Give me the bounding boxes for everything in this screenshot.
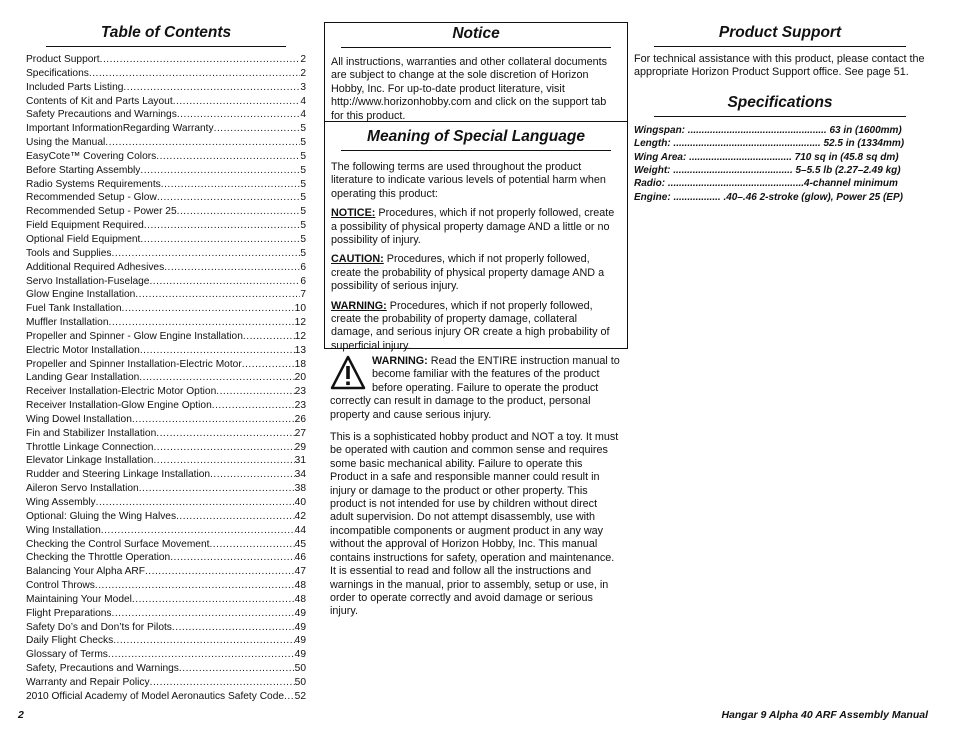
notice-title: Notice	[341, 23, 611, 48]
toc-entry-page: 29	[294, 441, 306, 453]
toc-entry-title: Additional Required Adhesives	[26, 261, 165, 273]
toc-entry	[26, 607, 306, 621]
toc-entry	[26, 676, 306, 690]
toc-entry-title: Fin and Stabilizer Installation	[26, 427, 157, 439]
toc-entry-title: Included Parts Listing	[26, 81, 124, 93]
toc-entry	[26, 233, 306, 247]
spec-row: Radio: .................................................4-channel minimum	[634, 178, 898, 190]
toc-entry-title: Before Starting Assembly	[26, 164, 141, 176]
toc-entry-title: Specifications	[26, 67, 89, 79]
toc-entry	[26, 579, 306, 593]
toc-entry	[26, 261, 306, 275]
toc-entry-title: Important InformationRegarding Warranty	[26, 123, 214, 135]
toc-leader	[157, 191, 301, 205]
toc-entry-title: Recommended Setup - Power 25	[26, 206, 177, 218]
toc-entry-page: 48	[294, 580, 306, 592]
toc-entry-page: 2	[300, 54, 306, 65]
notice-box	[324, 22, 628, 122]
toc-entry-page: 5	[300, 192, 306, 204]
toc-leader	[108, 648, 295, 662]
toc-leader	[140, 233, 300, 247]
spec-row: Engine: ................. .40–.46 2-stroke (glow), Power 25 (EP)	[634, 191, 903, 203]
toc-entry	[26, 205, 306, 219]
toc-entry	[26, 524, 306, 538]
toc-entry	[26, 454, 306, 468]
toc-entry-page: 26	[294, 413, 306, 425]
toc-entry-page: 42	[294, 510, 306, 522]
toc-leader	[89, 67, 300, 81]
toc-entry-title: Aileron Servo Installation	[26, 483, 139, 495]
toc-leader	[139, 482, 295, 496]
toc-entry-title: Daily Flight Checks	[26, 635, 114, 647]
toc-entry-page: 49	[294, 635, 306, 647]
warning-block	[324, 355, 628, 619]
toc-leader	[101, 524, 295, 538]
toc-entry-title: Wing Assembly	[26, 497, 96, 508]
toc-entry	[26, 302, 306, 316]
warning-triangle-icon	[330, 355, 366, 391]
toc-entry-page: 45	[294, 538, 306, 550]
page-number: 2	[18, 709, 24, 721]
toc-entry-page: 7	[300, 289, 306, 301]
toc-leader	[112, 607, 295, 621]
toc-entry-title: Glow Engine Installation	[26, 289, 136, 301]
toc-entry-page: 6	[300, 275, 306, 287]
toc-entry-title: Optional Field Equipment	[26, 233, 141, 245]
safety-paragraph: This is a sophisticated hobby product and NOT a toy. It must be operated with caution and common sense and requires some basic mechanical ability. Failure to operate this Product in a safe and responsible manner could result in injury or damage to the product or other property. This product is not intended for use by children without direct adult supervision. Do not attempt disassembly, use with incompatible components or augment product in any way without the approval of Horizon Hobby, Inc. This manual contains instructions for safety, operation and maintenance. It is essential to read and follow all the instructions and warnings in the manual, prior to assembly, setup or use, in order to operate correctly and avoid damage or serious injury.	[330, 431, 619, 618]
toc-entry-page: 23	[294, 386, 306, 398]
toc-leader	[210, 468, 295, 482]
toc-entry-title: Propeller and Spinner - Glow Engine Installation	[26, 330, 243, 342]
toc-entry-title: Glossary of Terms	[26, 649, 108, 661]
toc-leader	[95, 579, 295, 593]
table-of-contents	[26, 22, 306, 704]
toc-leader	[139, 371, 294, 385]
toc-entry-page: 10	[294, 303, 306, 315]
meaning-intro: The following terms are used throughout the product literature to indicate various levels of potential harm when operating this product:	[331, 161, 606, 200]
toc-entry-page: 27	[294, 427, 306, 439]
toc-entry-page: 40	[294, 497, 306, 508]
toc-entry-title: Tools and Supplies	[26, 247, 112, 259]
spec-row: Weight: ........................................... 5–5.5 lb (2.27–2.49 kg)	[634, 165, 901, 177]
toc-entry	[26, 108, 306, 122]
toc-entry-title: EasyCote™ Covering Colors	[26, 150, 157, 162]
toc-entry	[26, 136, 306, 150]
warning-paragraph	[330, 355, 622, 422]
toc-entry-title: Recommended Setup - Glow	[26, 192, 157, 204]
toc-list	[26, 53, 306, 704]
toc-leader	[100, 53, 301, 67]
toc-entry	[26, 371, 306, 385]
toc-leader	[144, 219, 301, 233]
toc-entry-page: 5	[300, 206, 306, 218]
toc-entry	[26, 275, 306, 289]
toc-entry-title: Throttle Linkage Connection	[26, 441, 154, 453]
toc-entry	[26, 385, 306, 399]
toc-leader	[179, 662, 295, 676]
toc-entry-title: Optional: Gluing the Wing Halves	[26, 510, 177, 522]
toc-entry-title: Checking the Throttle Operation	[26, 552, 171, 564]
toc-entry-title: Landing Gear Installation	[26, 372, 140, 384]
toc-entry	[26, 538, 306, 552]
toc-entry-page: 5	[300, 164, 306, 176]
toc-entry	[26, 413, 306, 427]
toc-entry-page: 12	[294, 330, 306, 342]
toc-entry	[26, 344, 306, 358]
toc-entry-title: Maintaining Your Model	[26, 593, 132, 605]
toc-leader	[123, 81, 300, 95]
toc-leader	[135, 288, 300, 302]
notice-text: All instructions, warranties and other collateral documents are subject to change at the sole discretion of Horizon Hobby, Inc. For up-to-date product literature, visit http://www.horizonhobby.com and click on the support tab for this product.	[331, 56, 608, 122]
toc-entry	[26, 648, 306, 662]
toc-entry	[26, 219, 306, 233]
toc-entry-page: 50	[294, 663, 306, 675]
toc-leader	[164, 261, 300, 275]
toc-entry	[26, 53, 306, 67]
spec-row: Wingspan: .................................................. 63 in (1600mm)	[634, 124, 902, 136]
toc-entry	[26, 690, 306, 704]
toc-entry	[26, 427, 306, 441]
toc-entry-title: Servo Installation-Fuselage	[26, 275, 150, 287]
toc-entry	[26, 164, 306, 178]
toc-leader	[122, 302, 295, 316]
toc-entry-page: 47	[294, 566, 306, 578]
toc-leader	[156, 150, 300, 164]
toc-leader	[243, 330, 295, 344]
toc-leader	[112, 247, 301, 261]
toc-entry-title: Safety, Precautions and Warnings	[26, 663, 179, 675]
toc-entry-page: 20	[294, 372, 306, 384]
toc-leader	[216, 385, 294, 399]
toc-entry-page: 49	[294, 621, 306, 633]
toc-entry-page: 49	[294, 649, 306, 661]
toc-entry-title: Muffler Installation	[26, 317, 109, 329]
toc-entry-page: 5	[300, 220, 306, 232]
toc-leader	[132, 593, 295, 607]
toc-leader	[214, 122, 301, 136]
toc-entry-title: Wing Dowel Installation	[26, 413, 132, 425]
toc-entry-title: Product Support	[26, 54, 100, 65]
toc-leader	[172, 621, 295, 635]
toc-entry-page: 50	[294, 676, 306, 688]
toc-entry	[26, 399, 306, 413]
toc-entry-page: 5	[300, 150, 306, 162]
toc-leader	[109, 316, 295, 330]
toc-entry	[26, 593, 306, 607]
toc-entry	[26, 191, 306, 205]
toc-entry-page: 2	[300, 67, 306, 79]
meaning-title: Meaning of Special Language	[341, 126, 611, 151]
toc-entry	[26, 634, 306, 648]
toc-entry	[26, 330, 306, 344]
toc-entry	[26, 150, 306, 164]
toc-entry	[26, 178, 306, 192]
support-column	[634, 22, 926, 204]
toc-entry-page: 48	[294, 593, 306, 605]
toc-leader	[153, 454, 294, 468]
toc-entry-title: Flight Preparations	[26, 607, 112, 619]
toc-entry-page: 5	[300, 137, 306, 149]
warning-label: WARNING:	[331, 299, 387, 312]
toc-entry-title: Receiver Installation-Glow Engine Option	[26, 400, 212, 412]
toc-entry-page: 49	[294, 607, 306, 619]
toc-entry	[26, 468, 306, 482]
toc-entry-title: Propeller and Spinner Installation-Electric Motor	[26, 358, 242, 370]
toc-entry-page: 3	[300, 81, 306, 93]
toc-entry-title: Balancing Your Alpha ARF	[26, 566, 145, 578]
toc-entry-title: Safety Do’s and Don’ts for Pilots	[26, 621, 172, 633]
toc-entry	[26, 496, 306, 510]
toc-entry-page: 4	[300, 109, 306, 121]
manual-title: Hangar 9 Alpha 40 ARF Assembly Manual	[721, 709, 928, 721]
toc-leader	[176, 510, 295, 524]
toc-leader	[140, 164, 300, 178]
toc-leader	[212, 399, 295, 413]
toc-entry	[26, 551, 306, 565]
toc-entry-title: Electric Motor Installation	[26, 344, 140, 356]
toc-title: Table of Contents	[46, 22, 286, 47]
toc-entry	[26, 565, 306, 579]
toc-entry-page: 6	[300, 261, 306, 273]
toc-entry	[26, 358, 306, 372]
notice-definition-text: Procedures, which if not properly followed, create a possibility of physical property damage AND a little or no possibility of injury.	[331, 207, 615, 247]
toc-leader	[284, 690, 295, 704]
toc-entry-page: 34	[294, 469, 306, 481]
toc-entry-page: 31	[294, 455, 306, 467]
toc-entry-page: 12	[294, 317, 306, 329]
toc-entry	[26, 288, 306, 302]
toc-entry	[26, 621, 306, 635]
toc-leader	[156, 427, 294, 441]
toc-leader	[161, 178, 301, 192]
toc-leader	[105, 136, 300, 150]
toc-entry-page: 38	[294, 483, 306, 495]
caution-definition	[331, 253, 621, 293]
notice-column	[324, 22, 628, 628]
toc-leader	[170, 551, 294, 565]
warning-text: Read the ENTIRE instruction manual to become familiar with the features of the product before operating. Failure to operate the product correctly can result in damage to the product, personal property and cause serious injury.	[330, 355, 620, 421]
toc-entry	[26, 510, 306, 524]
toc-entry	[26, 122, 306, 136]
toc-entry	[26, 67, 306, 81]
toc-entry-title: Field Equipment Required	[26, 220, 144, 232]
caution-definition-text: Procedures, which if not properly followed, create the probability of physical property damage AND a possibility of serious injury.	[331, 253, 605, 293]
toc-entry-title: Warranty and Repair Policy	[26, 676, 150, 688]
toc-entry-title: Checking the Control Surface Movement	[26, 538, 210, 550]
toc-entry-title: Receiver Installation-Electric Motor Option	[26, 386, 217, 398]
spec-row: Wing Area: ..................................... 710 sq in (45.8 sq dm)	[634, 151, 899, 163]
toc-entry-title: Control Throws	[26, 580, 95, 592]
toc-entry	[26, 482, 306, 496]
toc-leader	[150, 676, 295, 690]
notice-label: NOTICE:	[331, 207, 376, 220]
toc-entry-title: Elevator Linkage Installation	[26, 455, 154, 467]
toc-entry-page: 5	[300, 123, 306, 135]
warning-definition	[331, 300, 621, 354]
toc-leader	[173, 95, 301, 109]
spec-row: Length: ..................................................... 52.5 in (1334mm)	[634, 138, 905, 150]
toc-leader	[113, 634, 294, 648]
toc-leader	[145, 565, 295, 579]
support-text: For technical assistance with this product, please contact the appropriate Horizon Product Support office. See page 51.	[634, 53, 925, 79]
toc-entry-page: 5	[300, 178, 306, 190]
toc-entry	[26, 81, 306, 95]
toc-entry	[26, 316, 306, 330]
toc-entry-title: 2010 Official Academy of Model Aeronautics Safety Code	[26, 690, 285, 702]
toc-leader	[140, 344, 295, 358]
toc-entry-title: Rudder and Steering Linkage Installation	[26, 469, 211, 481]
toc-leader	[132, 413, 295, 427]
toc-entry	[26, 95, 306, 109]
toc-leader	[96, 496, 295, 510]
toc-leader	[177, 108, 301, 122]
caution-label: CAUTION:	[331, 253, 384, 266]
toc-entry-page: 52	[294, 690, 306, 702]
toc-entry-page: 5	[300, 233, 306, 245]
warning-definition-text: Procedures, which if not properly followed, create the probability of property damage, collateral damage, and serious injury OR create a high probability of superficial injury.	[331, 299, 610, 352]
toc-entry-title: Fuel Tank Installation	[26, 303, 122, 315]
toc-leader	[153, 441, 294, 455]
toc-leader	[177, 205, 301, 219]
support-title: Product Support	[654, 22, 906, 47]
notice-definition	[331, 207, 621, 247]
toc-entry	[26, 441, 306, 455]
toc-entry-title: Radio Systems Requirements	[26, 178, 161, 190]
toc-entry-title: Safety Precautions and Warnings	[26, 109, 177, 121]
toc-entry-page: 5	[300, 247, 306, 259]
meaning-box	[324, 122, 628, 352]
warning-heading: WARNING:	[372, 355, 428, 367]
toc-leader	[209, 538, 294, 552]
toc-entry-page: 46	[294, 552, 306, 564]
toc-entry-page: 18	[294, 358, 306, 370]
specs-title: Specifications	[654, 92, 906, 117]
toc-leader	[149, 275, 300, 289]
toc-entry-page: 4	[300, 95, 306, 107]
toc-entry-page: 23	[294, 400, 306, 412]
toc-entry-page: 44	[294, 524, 306, 536]
toc-entry-page: 13	[294, 344, 306, 356]
toc-entry-title: Using the Manual	[26, 137, 106, 149]
specs-list	[634, 124, 926, 204]
toc-entry	[26, 662, 306, 676]
toc-leader	[242, 358, 295, 372]
toc-entry-title: Contents of Kit and Parts Layout	[26, 95, 173, 107]
toc-entry	[26, 247, 306, 261]
toc-entry-title: Wing Installation	[26, 524, 101, 536]
